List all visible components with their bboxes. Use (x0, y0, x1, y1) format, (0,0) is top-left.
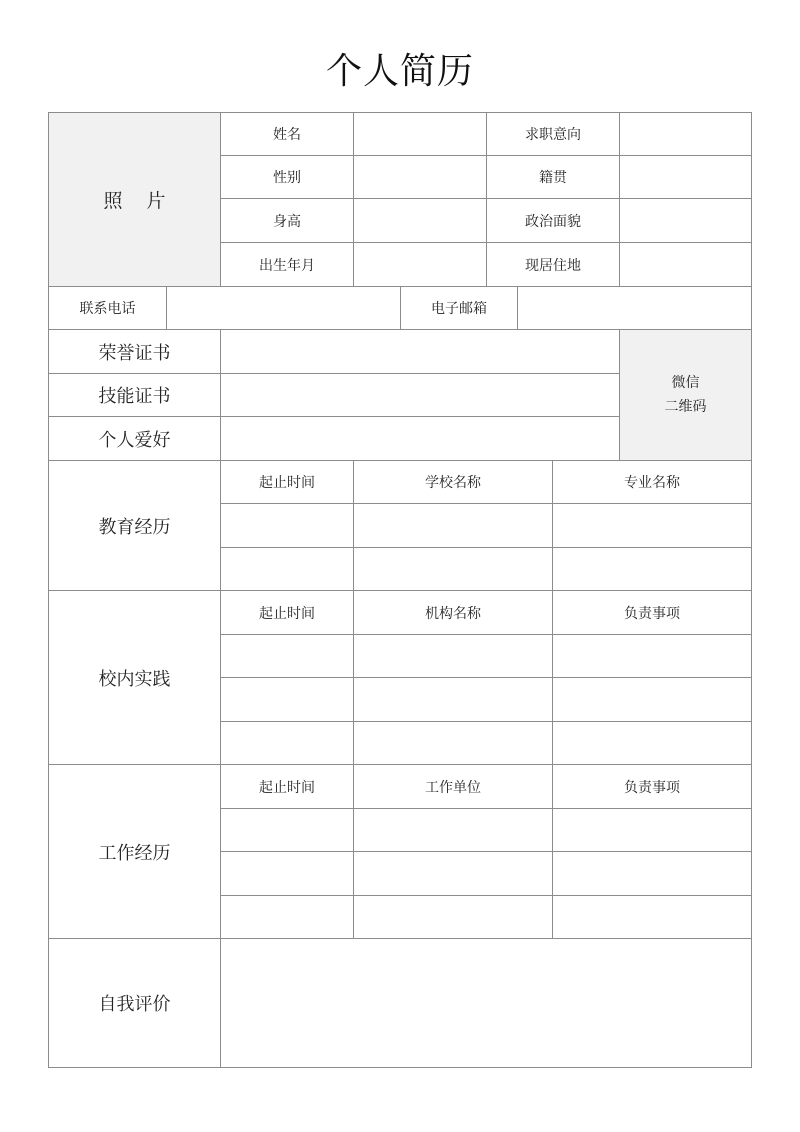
campus-row-1-period[interactable] (220, 634, 354, 678)
political-status-field[interactable] (619, 198, 752, 243)
work-header-employer: 工作单位 (353, 764, 553, 809)
campus-row-1-duties[interactable] (552, 634, 752, 678)
education-row-2-major[interactable] (552, 547, 752, 591)
education-row-1-major[interactable] (552, 503, 752, 548)
work-row-2-period[interactable] (220, 851, 354, 896)
name-label: 姓名 (220, 112, 354, 156)
wechat-label: 微信 (671, 375, 700, 391)
campus-row-2-duties[interactable] (552, 677, 752, 722)
education-header-period: 起止时间 (220, 460, 354, 504)
campus-header-duties: 负责事项 (552, 590, 752, 635)
job-intent-label: 求职意向 (486, 112, 620, 156)
height-label: 身高 (220, 198, 354, 243)
native-place-field[interactable] (619, 155, 752, 199)
native-place-label: 籍贯 (486, 155, 620, 199)
education-header-school: 学校名称 (353, 460, 553, 504)
campus-row-2-period[interactable] (220, 677, 354, 722)
email-label: 电子邮箱 (400, 286, 518, 330)
residence-field[interactable] (619, 242, 752, 287)
qr-code-label: 二维码 (664, 399, 707, 415)
phone-label: 联系电话 (48, 286, 167, 330)
campus-row-3-organization[interactable] (353, 721, 553, 765)
campus-practice-section-label: 校内实践 (48, 590, 221, 765)
campus-row-3-period[interactable] (220, 721, 354, 765)
gender-field[interactable] (353, 155, 487, 199)
campus-row-1-organization[interactable] (353, 634, 553, 678)
work-row-2-duties[interactable] (552, 851, 752, 896)
height-field[interactable] (353, 198, 487, 243)
self-evaluation-field[interactable] (220, 938, 752, 1068)
education-row-2-school[interactable] (353, 547, 553, 591)
work-experience-section-label: 工作经历 (48, 764, 221, 939)
email-field[interactable] (517, 286, 752, 330)
education-row-1-school[interactable] (353, 503, 553, 548)
education-header-major: 专业名称 (552, 460, 752, 504)
honor-certificate-field[interactable] (220, 329, 620, 374)
education-row-1-period[interactable] (220, 503, 354, 548)
work-header-period: 起止时间 (220, 764, 354, 809)
work-row-1-period[interactable] (220, 808, 354, 852)
work-row-1-employer[interactable] (353, 808, 553, 852)
hobby-field[interactable] (220, 416, 620, 461)
honor-certificate-label: 荣誉证书 (48, 329, 221, 374)
skill-certificate-label: 技能证书 (48, 373, 221, 417)
education-section-label: 教育经历 (48, 460, 221, 591)
campus-row-3-duties[interactable] (552, 721, 752, 765)
wechat-qr-placeholder[interactable] (619, 329, 752, 461)
skill-certificate-field[interactable] (220, 373, 620, 417)
birth-field[interactable] (353, 242, 487, 287)
campus-header-organization: 机构名称 (353, 590, 553, 635)
residence-label: 现居住地 (486, 242, 620, 287)
hobby-label: 个人爱好 (48, 416, 221, 461)
photo-label-char-1: 照 (103, 190, 123, 212)
work-row-3-duties[interactable] (552, 895, 752, 939)
education-row-2-period[interactable] (220, 547, 354, 591)
work-row-3-employer[interactable] (353, 895, 553, 939)
work-row-1-duties[interactable] (552, 808, 752, 852)
campus-header-period: 起止时间 (220, 590, 354, 635)
work-header-duties: 负责事项 (552, 764, 752, 809)
name-field[interactable] (353, 112, 487, 156)
job-intent-field[interactable] (619, 112, 752, 156)
self-evaluation-section-label: 自我评价 (48, 938, 221, 1068)
page-title: 个人简历 (325, 51, 474, 92)
phone-field[interactable] (166, 286, 401, 330)
photo-placeholder[interactable] (48, 112, 221, 287)
work-row-3-period[interactable] (220, 895, 354, 939)
birth-label: 出生年月 (220, 242, 354, 287)
campus-row-2-organization[interactable] (353, 677, 553, 722)
gender-label: 性别 (220, 155, 354, 199)
political-status-label: 政治面貌 (486, 198, 620, 243)
photo-label-char-2: 片 (146, 190, 166, 212)
work-row-2-employer[interactable] (353, 851, 553, 896)
